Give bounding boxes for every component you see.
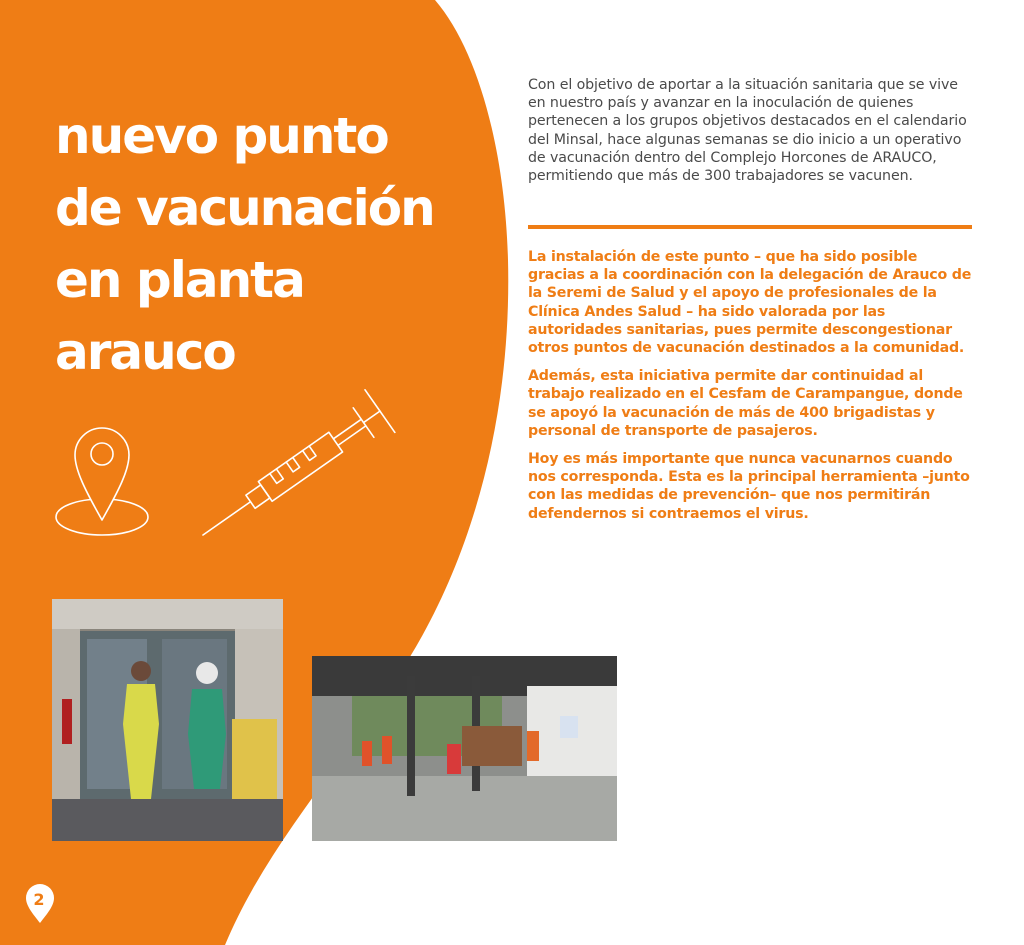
- page-number: 2: [33, 890, 45, 909]
- section-divider: [528, 225, 972, 229]
- highlight-paragraph: La instalación de este punto – que ha sido posible gracias a la coordinación con la delegación de Arauco de la Seremi de Salud y el apoyo de profesionales de la Clínica Andes Salud – ha sido valorada por las autoridades sanitarias, pues permite descongestionar otros puntos de vacunación destinados a la comunidad.: [528, 249, 972, 357]
- location-pin-icon: [56, 428, 148, 535]
- photo-vaccination-queue: [312, 656, 617, 841]
- highlight-paragraph: Hoy es más importante que nunca vacunarnos cuando nos corresponda. Esta es la principal herramienta –junto con las medidas de prevención– que nos permitirán defendernos si contraemos el virus.: [528, 451, 970, 522]
- title-line: nuevo punto: [55, 106, 388, 165]
- photo-vaccination-entrance: [52, 599, 283, 841]
- page-number-badge: [25, 884, 55, 924]
- syringe-icon: [188, 390, 395, 550]
- title-line: en planta: [55, 250, 304, 309]
- highlight-text: [528, 248, 978, 533]
- icon-group: [45, 370, 425, 550]
- title-line: arauco: [55, 322, 235, 381]
- title-line: de vacunación: [55, 178, 434, 237]
- page-title: [55, 100, 495, 388]
- intro-paragraph: Con el objetivo de aportar a la situación sanitaria que se vive en nuestro país y avanzar en la inoculación de quienes pertenecen a los grupos objetivos destacados en el calendario del Minsal, hace algunas semanas se dio inicio a un operativo de vacunación dentro del Complejo Horcones de ARAUCO, permitiendo que más de 300 trabajadores se vacunen.: [528, 77, 967, 185]
- highlight-paragraph: Además, esta iniciativa permite dar continuidad al trabajo realizado en el Cesfam de Carampangue, donde se apoyó la vacunación de más de 400 brigadistas y personal de transporte de pasajeros.: [528, 368, 963, 439]
